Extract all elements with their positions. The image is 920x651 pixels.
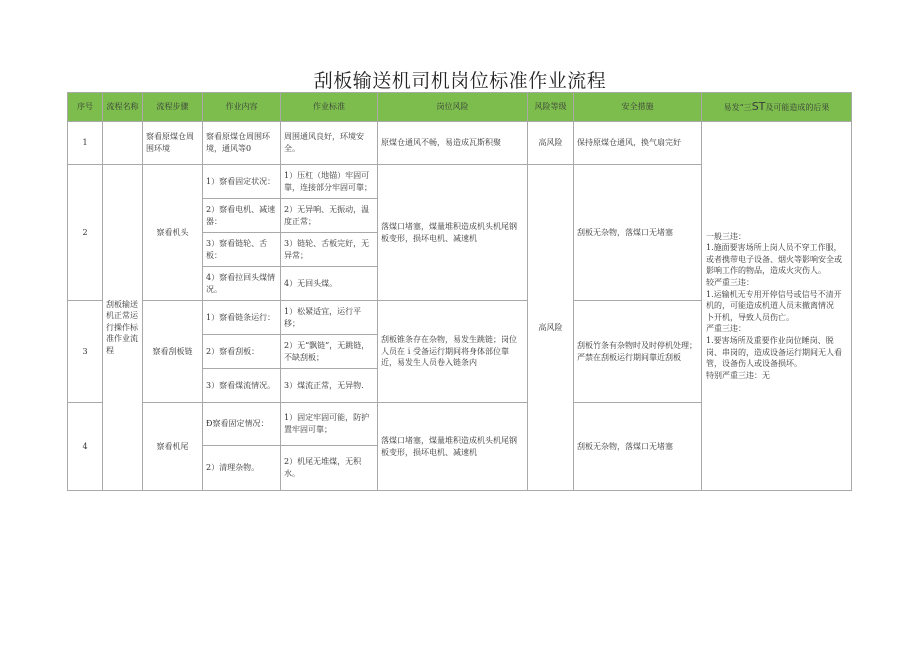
- process-name-cell: 刮板输送机正常运行操作标准作业流程: [103, 165, 143, 491]
- consequence-line: 1.运输机无专用开停信号或信号不清开机的，可能造成机道人员末撤离情况: [706, 289, 842, 311]
- consequence-cell: [702, 122, 852, 491]
- standard-cell: 1）压杠（地锚）牢固可靠，连接部分牢固可靠；: [281, 165, 378, 199]
- content-cell: 1）察看固定状况：: [203, 165, 281, 199]
- consequence-line: 严重三违：: [706, 324, 746, 334]
- header-step: 流程步骤: [143, 93, 203, 122]
- seq-cell: 4: [68, 403, 103, 491]
- step-cell: 察看机头: [143, 165, 203, 301]
- table-row: [68, 122, 852, 165]
- page-title: 刮板输送机司机岗位标准作业流程: [313, 70, 607, 92]
- seq-cell: 3: [68, 301, 103, 403]
- header-content: 作业内容: [203, 93, 281, 122]
- step-cell: 察看原煤仓周围环境: [143, 122, 203, 165]
- consequence-line: 卜开机，导致人员伤亡。: [706, 312, 794, 322]
- risk-cell: 刮板锥条存在杂物，易发生跳链；岗位人员在ｉ受备运行期间将身体部位靠近，易发生人员卷入链条内: [378, 301, 528, 403]
- consequence-line: 1.施面要害场所上岗人员不穿工作服，或者携带电子设备、烟火等影响安全或影响工作的物品，造成火灾伤人。: [706, 243, 842, 276]
- standard-cell: 1）松紧适宜，运行平移；: [281, 301, 378, 335]
- standard-cell: 周围通风良好，环境安全。: [281, 122, 378, 165]
- content-cell: 2）清理杂物。: [203, 446, 281, 491]
- process-table: [67, 92, 852, 491]
- seq-cell: 2: [68, 165, 103, 301]
- standard-cell: 2）无异响、无振动，温度正常；: [281, 199, 378, 233]
- content-cell: 察看原煤仓周围环境，通风等0: [203, 122, 281, 165]
- measure-cell: 刮板无杂物，落煤口无堵塞: [574, 403, 702, 491]
- measure-cell: 保持原煤仓通风，换气扇完好: [574, 122, 702, 165]
- step-cell: 察看刮板链: [143, 301, 203, 403]
- header-risk: 岗位风险: [378, 93, 528, 122]
- step-cell: 察看机尾: [143, 403, 203, 491]
- content-cell: 2）察看刮板：: [203, 335, 281, 369]
- consequence-line: 一般三违：: [706, 231, 746, 241]
- process-name-top-cell: [103, 122, 143, 165]
- consequence-line: 特别严重三违：无: [706, 370, 770, 380]
- header-row: [68, 93, 852, 122]
- header-measure: 安全措施: [574, 93, 702, 122]
- standard-cell: 3）链轮、舌板完好，无异常；: [281, 233, 378, 267]
- level-cell: 高风险: [528, 165, 574, 491]
- header-process-name: 流程名称: [103, 93, 143, 122]
- content-cell: 4）察看拉回头煤情况。: [203, 267, 281, 301]
- header-consequence: 易发“三ST及可能造成的后果: [702, 93, 852, 122]
- content-cell: 3）察看煤流情况。: [203, 369, 281, 403]
- risk-cell: 原煤仓通风不畅，易造成瓦斯积聚: [378, 122, 528, 165]
- content-cell: 2）察看电机、减速器：: [203, 199, 281, 233]
- level-cell: 高风险: [528, 122, 574, 165]
- header-standard: 作业标准: [281, 93, 378, 122]
- content-cell: Ð察看固定情况：: [203, 403, 281, 446]
- header-seq: 序号: [68, 93, 103, 122]
- content-cell: 3）察看链轮、舌板：: [203, 233, 281, 267]
- standard-cell: 1）固定牢固可能，防护置牢固可靠；: [281, 403, 378, 446]
- header-level: 风险等级: [528, 93, 574, 122]
- measure-cell: 刮板竹条有杂物时及时停机处理；严禁在刮板运行期间靠近刮板: [574, 301, 702, 403]
- seq-cell: 1: [68, 122, 103, 165]
- standard-cell: 4）无回头煤。: [281, 267, 378, 301]
- standard-cell: 2）机尾无堆煤，无积水。: [281, 446, 378, 491]
- risk-cell: 落煤口堵塞，煤量堆积造成机头机尾钢板变形，损坏电机、减速机: [378, 403, 528, 491]
- consequence-line: 较严重三违：: [706, 278, 754, 288]
- consequence-line: 1.要害场所及重要作业岗位睡岗、脱岗、串岗的，造成设备运行期间无人看管，设备伤人或设备损坏。: [706, 335, 842, 369]
- standard-cell: 3）煤流正常，无异物.: [281, 369, 378, 403]
- standard-cell: 2）无“飘链”，无跳链，不缺刮板；: [281, 335, 378, 369]
- content-cell: 1）察看链条运行：: [203, 301, 281, 335]
- measure-cell: 刮板无杂物，落煤口无堵塞: [574, 165, 702, 301]
- risk-cell: 落煤口堵塞，煤量堆积造成机头机尾钢板变形，损坏电机、减速机: [378, 165, 528, 301]
